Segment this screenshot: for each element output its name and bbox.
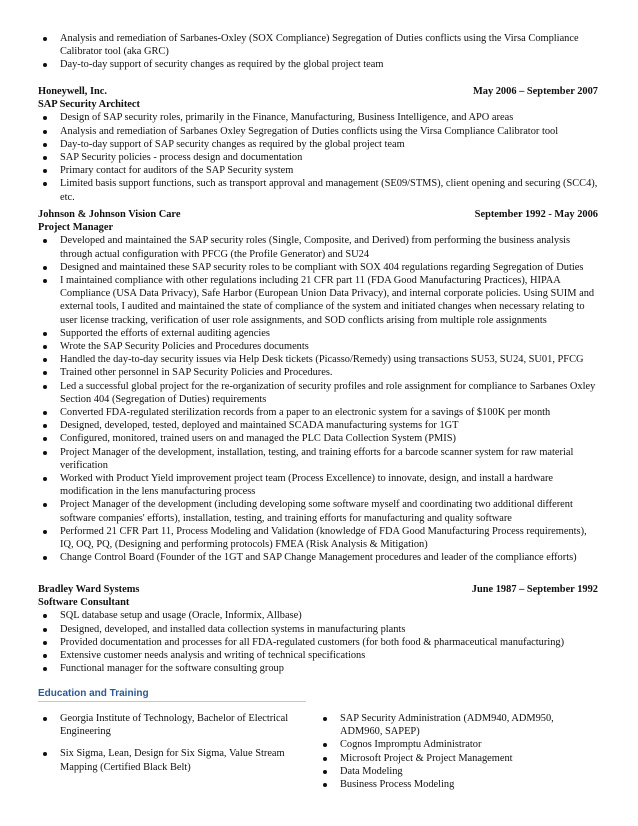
job-header bbox=[38, 583, 598, 596]
list-item: SAP Security Administration (ADM940, ADM950, ADM960, SAPEP) bbox=[318, 712, 588, 738]
list-item: Provided documentation and processes for all FDA-regulated customers (for both food & pharmaceutical manufacturing) bbox=[38, 636, 598, 649]
job-header bbox=[38, 208, 598, 221]
list-item: Led a successful global project for the re-organization of security profiles and role assignment for compliance to Sarbanes Oxley Section 404 (Segregation of Duties) requirements bbox=[38, 380, 598, 406]
list-item: Developed and maintained the SAP security roles (Single, Composite, and Derived) from performing the business analysis through actual configuration with PFCG (the Profile Generator) and SU24 bbox=[38, 234, 598, 260]
job-bullets bbox=[38, 609, 598, 675]
list-item: Day-to-day support of SAP security changes as required by the global project team bbox=[38, 138, 598, 151]
list-item: Design of SAP security roles, primarily in the Finance, Manufacturing, Business Intelligence, and APO areas bbox=[38, 111, 598, 124]
education-right-column bbox=[318, 712, 588, 791]
list-item: Cognos Impromptu Administrator bbox=[318, 738, 588, 751]
job-bullets bbox=[38, 234, 598, 564]
list-item: SQL database setup and usage (Oracle, Informix, Allbase) bbox=[38, 609, 598, 622]
job-title: SAP Security Architect bbox=[38, 99, 140, 111]
list-item: Primary contact for auditors of the SAP Security system bbox=[38, 164, 598, 177]
section-title-education: Education and Training bbox=[38, 688, 149, 699]
list-item: Worked with Product Yield improvement project team (Process Excellence) to innovate, design, and install a hardware modification in the lens manufacturing process bbox=[38, 472, 598, 498]
company-name: Johnson & Johnson Vision Care bbox=[38, 209, 181, 220]
list-item: Business Process Modeling bbox=[318, 778, 588, 791]
list-item: Performed 21 CFR Part 11, Process Modeling and Validation (knowledge of FDA Good Manufacturing Process requirements), IQ, OQ, PQ, (Designing and performing protocols) FMEA (Risk Analysis & Mitigation) bbox=[38, 525, 598, 551]
intro-section bbox=[38, 32, 598, 72]
list-item: Analysis and remediation of Sarbanes Oxley Segregation of Duties conflicts using the Virsa Compliance Calibrator tool bbox=[38, 125, 598, 138]
company-name: Honeywell, Inc. bbox=[38, 86, 107, 97]
list-item: Trained other personnel in SAP Security Policies and Procedures. bbox=[38, 366, 598, 379]
company-name: Bradley Ward Systems bbox=[38, 584, 140, 595]
list-item: Supported the efforts of external auditing agencies bbox=[38, 327, 598, 340]
education-left-column bbox=[38, 712, 298, 783]
list-item: Limited basis support functions, such as transport approval and management (SE09/STMS), client opening and securing (SCC4), etc. bbox=[38, 177, 598, 203]
list-item: Converted FDA-regulated sterilization records from a paper to an electronic system for a savings of $100K per month bbox=[38, 406, 598, 419]
job-bullets bbox=[38, 111, 598, 203]
list-item: Microsoft Project & Project Management bbox=[318, 752, 588, 765]
list-item: Extensive customer needs analysis and writing of technical specifications bbox=[38, 649, 598, 662]
job-title: Software Consultant bbox=[38, 597, 130, 609]
list-item: Wrote the SAP Security Policies and Procedures documents bbox=[38, 340, 598, 353]
education-list bbox=[38, 712, 298, 774]
job-dates: September 1992 - May 2006 bbox=[474, 209, 598, 220]
list-item: Designed and maintained these SAP security roles to be compliant with SOX 404 regulations regarding Segregation of Duties bbox=[38, 261, 598, 274]
list-item: SAP Security policies - process design and documentation bbox=[38, 151, 598, 164]
list-item: Designed, developed, and installed data collection systems in manufacturing plants bbox=[38, 623, 598, 636]
intro-bullets bbox=[38, 32, 598, 72]
list-item: Change Control Board (Founder of the 1GT and SAP Change Management procedures and leader of the compliance efforts) bbox=[38, 551, 598, 564]
list-item: Configured, monitored, trained users on and managed the PLC Data Collection System (PMIS) bbox=[38, 432, 598, 445]
list-item: Handled the day-to-day security issues via Help Desk tickets (Picasso/Remedy) using transactions SU53, SU24, SU01, PFCG bbox=[38, 353, 598, 366]
list-item: Data Modeling bbox=[318, 765, 588, 778]
list-item: Six Sigma, Lean, Design for Six Sigma, Value Stream Mapping (Certified Black Belt) bbox=[38, 747, 298, 773]
job-dates: June 1987 – September 1992 bbox=[471, 584, 598, 595]
list-item: Georgia Institute of Technology, Bachelor of Electrical Engineering bbox=[38, 712, 298, 738]
training-list bbox=[318, 712, 588, 791]
list-item: I maintained compliance with other regulations including 21 CFR part 11 (FDA Good Manufacturing Practices), HIPAA Compliance (USA Data Privacy), Safe Harbor (European Union Data Privacy), and internal corporate policies. Using SUIM and external tools, I audited and maintained the state of compliance of the system and initiated changes when necessary relating to user license tracking, verification of user role assignments, and SOD conflicts arising from multiple role assignments bbox=[38, 274, 598, 327]
job-dates: May 2006 – September 2007 bbox=[472, 86, 598, 97]
job-bradley-ward bbox=[38, 583, 598, 675]
list-item: Functional manager for the software consulting group bbox=[38, 662, 598, 675]
section-divider bbox=[38, 701, 306, 702]
list-item: Analysis and remediation of Sarbanes-Oxley (SOX Compliance) Segregation of Duties conflicts using the Virsa Compliance Calibrator tool (aka GRC) bbox=[38, 32, 598, 58]
job-header bbox=[38, 85, 598, 98]
list-item: Designed, developed, tested, deployed and maintained SCADA manufacturing systems for 1GT bbox=[38, 419, 598, 432]
job-honeywell bbox=[38, 85, 598, 204]
list-item: Project Manager of the development, installation, testing, and training efforts for a barcode scanner system for raw material verification bbox=[38, 446, 598, 472]
list-item: Day-to-day support of security changes as required by the global project team bbox=[38, 58, 598, 71]
job-jnj bbox=[38, 208, 598, 564]
list-item: Project Manager of the development (including developing some software myself and coordinating two additional different software companies' efforts), installation, testing, and training efforts for manufacturing and quality software bbox=[38, 498, 598, 524]
job-title: Project Manager bbox=[38, 222, 114, 234]
